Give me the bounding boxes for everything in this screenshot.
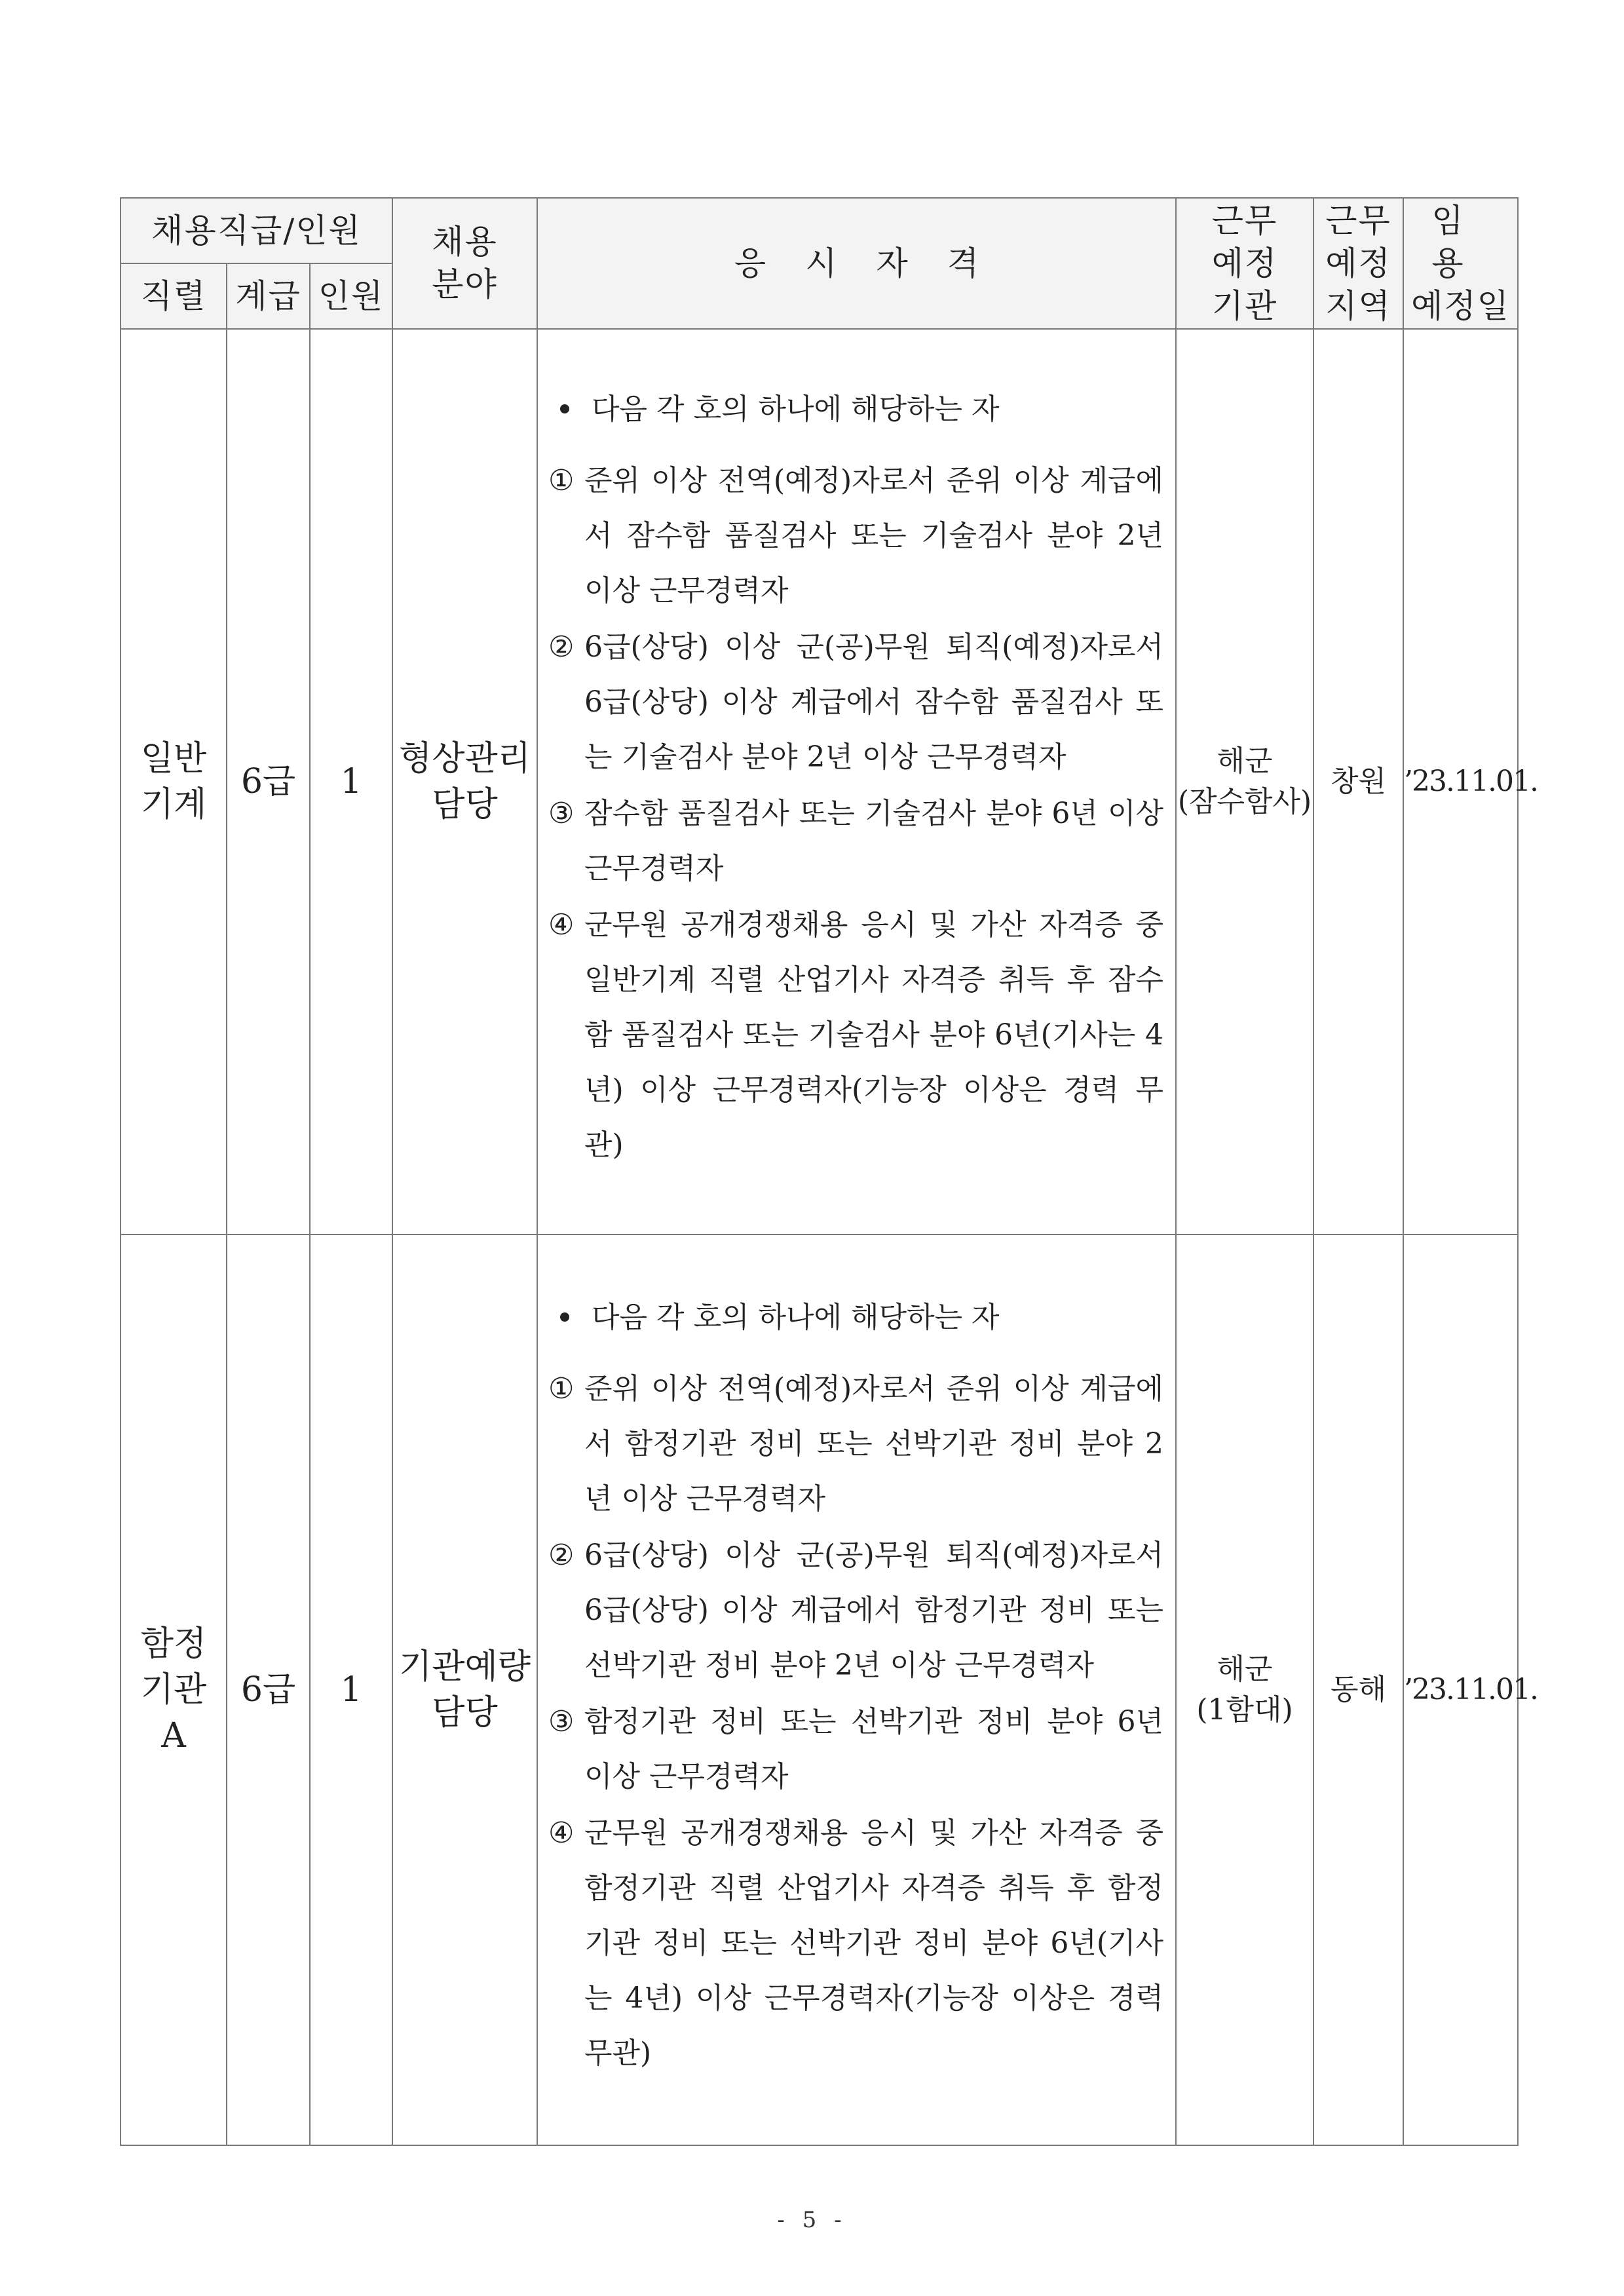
agency-line: (잠수함사): [1177, 785, 1312, 818]
item-number: ②: [548, 1538, 575, 1572]
field-line: 기관예량: [399, 1647, 531, 1687]
region-value: 동해: [1331, 1673, 1387, 1707]
region-cell: [1313, 1234, 1403, 2145]
grade-cell: [227, 329, 310, 1234]
qualification-intro-text: 다음 각 호의 하나에 해당하는 자: [592, 1301, 1000, 1335]
item-text: 함정기관 정비 또는 선박기관 정비 분야 6년 이상 근무경력자: [584, 1704, 1164, 1793]
header-agency-line3: 기관: [1211, 286, 1278, 325]
header-field: [392, 198, 537, 329]
series-line: 기계: [140, 785, 207, 824]
qualification-intro-text: 다음 각 호의 하나에 해당하는 자: [592, 392, 1000, 427]
header-grade-group: [121, 198, 392, 263]
qualification-item: [548, 786, 1163, 896]
item-number: ③: [548, 1704, 575, 1738]
qualification-item: [548, 620, 1163, 785]
header-region-line1: 근무: [1325, 201, 1391, 240]
item-text: 군무원 공개경쟁채용 응시 및 가산 자격증 중 함정기관 직렬 산업기사 자격증 취득 후 함정기관 정비 또는 선박기관 정비 분야 6년(기사는 4년) 이상 근무경력자(기능장 이상은 경력 무관): [584, 1816, 1164, 2070]
header-agency-line2: 예정: [1211, 244, 1278, 282]
qualification-intro: [560, 1297, 1163, 1338]
bullet-icon: [560, 1312, 569, 1322]
field-cell: [392, 1234, 537, 2145]
grade-cell: [227, 1234, 310, 2145]
header-series: [121, 263, 227, 329]
field-line: 담당: [432, 785, 498, 824]
header-region-line2: 예정: [1325, 244, 1391, 282]
count-cell: [310, 1234, 392, 2145]
header-date-line1: 임용: [1431, 201, 1490, 282]
header-agency-line1: 근무: [1211, 201, 1278, 240]
page-number: - 5 -: [777, 2207, 847, 2233]
qualification-item: [548, 453, 1163, 619]
qualification-intro: [560, 389, 1163, 430]
series-line: 기관: [140, 1670, 207, 1710]
header-row-1: [121, 198, 1518, 263]
item-text: 6급(상당) 이상 군(공)무원 퇴직(예정)자로서 6급(상당) 이상 계급에서 함정기관 정비 또는 선박기관 정비 분야 2년 이상 근무경력자: [584, 1538, 1164, 1682]
item-text: 6급(상당) 이상 군(공)무원 퇴직(예정)자로서 6급(상당) 이상 계급에서 잠수함 품질검사 또는 기술검사 분야 2년 이상 근무경력자: [584, 630, 1164, 774]
agency-line: (1함대): [1196, 1693, 1293, 1727]
header-field-line1: 채용: [432, 223, 498, 261]
bullet-icon: [560, 404, 569, 413]
region-cell: [1313, 329, 1403, 1234]
header-count: [310, 263, 392, 329]
agency-cell: [1176, 329, 1313, 1234]
qualification-item: [548, 1528, 1163, 1693]
series-line: 일반: [140, 738, 207, 778]
field-line: 형상관리: [399, 738, 531, 778]
series-line: 함정: [140, 1624, 207, 1664]
item-number: ①: [548, 1371, 575, 1406]
table-row: [121, 329, 1518, 1234]
series-cell: [121, 1234, 227, 2145]
series-cell: [121, 329, 227, 1234]
qualification-cell: [537, 329, 1176, 1234]
series-line: A: [161, 1716, 186, 1756]
table-row: [121, 1234, 1518, 2145]
agency-cell: [1176, 1234, 1313, 2145]
item-text: 준위 이상 전역(예정)자로서 준위 이상 계급에서 잠수함 품질검사 또는 기술검사 분야 2년 이상 근무경력자: [584, 463, 1164, 607]
field-line: 담당: [432, 1693, 498, 1732]
header-count-label: 인원: [318, 277, 385, 315]
item-number: ④: [548, 1816, 575, 1850]
header-grade-group-label: 채용직급/인원: [151, 211, 362, 250]
recruitment-table: [120, 197, 1538, 2146]
item-number: ③: [548, 796, 575, 830]
header-qualification: [537, 198, 1176, 329]
grade-value: 6급: [240, 761, 296, 801]
count-value: 1: [340, 1670, 362, 1710]
field-cell: [392, 329, 537, 1234]
qualification-item: [548, 1694, 1163, 1805]
date-value: ’23.11.01.: [1404, 765, 1538, 799]
item-number: ①: [548, 463, 575, 497]
date-cell: [1403, 1234, 1538, 2145]
item-number: ②: [548, 630, 575, 664]
item-text: 잠수함 품질검사 또는 기술검사 분야 6년 이상 근무경력자: [584, 796, 1164, 885]
date-value: ’23.11.01.: [1404, 1673, 1538, 1707]
agency-line: 해군: [1217, 1653, 1273, 1687]
header-qualification-label: 응시자격: [734, 244, 1019, 282]
count-value: 1: [340, 761, 362, 801]
header-date: [1403, 198, 1518, 329]
header-region: [1313, 198, 1403, 329]
item-text: 준위 이상 전역(예정)자로서 준위 이상 계급에서 함정기관 정비 또는 선박기관 정비 분야 2년 이상 근무경력자: [584, 1371, 1164, 1516]
date-cell: [1403, 329, 1538, 1234]
count-cell: [310, 329, 392, 1234]
header-region-line3: 지역: [1325, 286, 1391, 325]
header-series-label: 직렬: [140, 277, 207, 315]
qualification-item: [548, 1362, 1163, 1527]
header-field-line2: 분야: [432, 265, 498, 303]
qualification-item: [548, 1806, 1163, 2081]
agency-line: 해군: [1217, 744, 1273, 778]
header-agency: [1176, 198, 1313, 329]
header-grade-label: 계급: [235, 277, 301, 315]
qualification-item: [548, 898, 1163, 1173]
item-text: 군무원 공개경쟁채용 응시 및 가산 자격증 중 일반기계 직렬 산업기사 자격증 취득 후 잠수함 품질검사 또는 기술검사 분야 6년(기사는 4년) 이상 근무경력자(기능장 이상은 경력 무관): [584, 908, 1164, 1162]
header-date-line2: 예정일: [1411, 286, 1510, 325]
region-value: 창원: [1331, 765, 1387, 799]
item-number: ④: [548, 908, 575, 942]
header-grade: [227, 263, 310, 329]
grade-value: 6급: [240, 1670, 296, 1710]
qualification-cell: [537, 1234, 1176, 2145]
